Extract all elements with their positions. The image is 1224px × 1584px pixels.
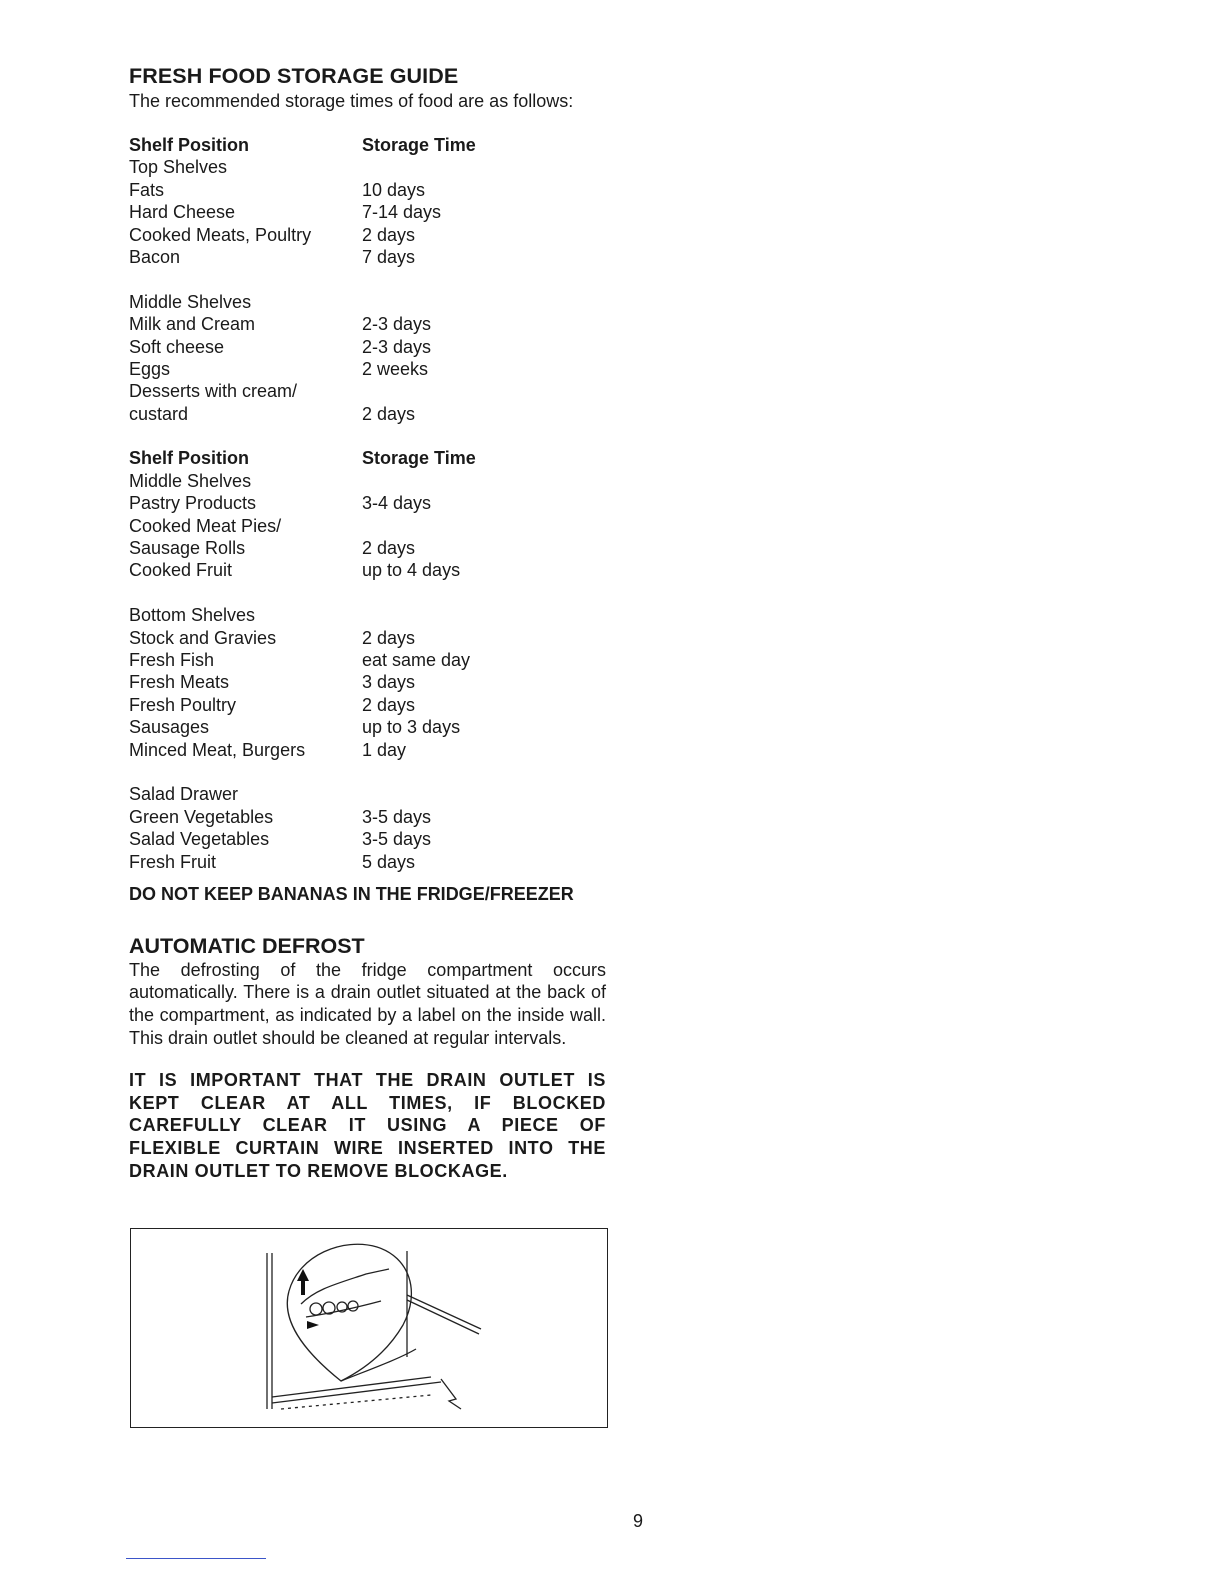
row-storage-time: 3-5 days bbox=[362, 829, 432, 850]
drain-cleaning-drawing bbox=[131, 1229, 607, 1427]
table-row bbox=[129, 492, 609, 514]
row-storage-time: 10 days bbox=[362, 179, 426, 200]
row-storage-time: 2 days bbox=[362, 694, 416, 715]
header-storage-time: Storage Time bbox=[362, 135, 476, 155]
table-row bbox=[129, 425, 609, 447]
row-storage-time: 2 days bbox=[362, 538, 416, 559]
table-row bbox=[129, 851, 609, 873]
row-item bbox=[129, 425, 362, 447]
row-storage-time: 1 day bbox=[362, 739, 407, 760]
table-row bbox=[129, 627, 609, 649]
table-row bbox=[129, 716, 609, 738]
row-item: Top Shelves bbox=[129, 157, 228, 178]
row-item: Middle Shelves bbox=[129, 470, 252, 491]
table-row bbox=[129, 224, 609, 246]
row-item: Hard Cheese bbox=[129, 202, 236, 223]
table-row bbox=[129, 649, 609, 671]
row-storage-time: 3-5 days bbox=[362, 806, 432, 827]
row-storage-time: 2-3 days bbox=[362, 336, 432, 357]
row-storage-time: up to 4 days bbox=[362, 560, 461, 581]
table-row bbox=[129, 761, 609, 783]
table-row bbox=[129, 291, 609, 313]
storage-table-2 bbox=[129, 470, 609, 873]
row-storage-time: 2-3 days bbox=[362, 314, 432, 335]
row-item: Fresh Poultry bbox=[129, 694, 237, 715]
row-storage-time: 7 days bbox=[362, 246, 416, 267]
row-storage-time: eat same day bbox=[362, 649, 471, 670]
table-row bbox=[129, 582, 609, 604]
row-item: Soft cheese bbox=[129, 336, 225, 357]
table-row bbox=[129, 268, 609, 290]
row-item: Cooked Meats, Poultry bbox=[129, 224, 312, 245]
table-row bbox=[129, 806, 609, 828]
row-item: Minced Meat, Burgers bbox=[129, 739, 306, 760]
header-storage-time: Storage Time bbox=[362, 448, 476, 469]
row-item: Middle Shelves bbox=[129, 291, 252, 312]
intro-text: The recommended storage times of food are as follows: bbox=[129, 91, 574, 111]
table-row bbox=[129, 604, 609, 626]
header-shelf-position: Shelf Position bbox=[129, 135, 250, 155]
storage-table-1 bbox=[129, 156, 609, 447]
row-item: Eggs bbox=[129, 358, 171, 379]
table-row bbox=[129, 246, 609, 268]
table-row bbox=[129, 783, 609, 805]
row-item: Fresh Fruit bbox=[129, 851, 217, 872]
row-item: custard bbox=[129, 403, 189, 424]
row-item bbox=[129, 268, 362, 290]
row-item: Fresh Meats bbox=[129, 672, 230, 693]
table-row bbox=[129, 403, 609, 425]
row-storage-time: 2 days bbox=[362, 224, 416, 245]
row-item: Stock and Gravies bbox=[129, 627, 277, 648]
row-storage-time: 3 days bbox=[362, 672, 416, 693]
row-item: Salad Drawer bbox=[129, 784, 239, 805]
table-row bbox=[129, 515, 609, 537]
row-storage-time: 5 days bbox=[362, 851, 416, 872]
drain-outlet-illustration bbox=[130, 1228, 608, 1428]
table-header bbox=[129, 134, 609, 156]
row-item: Fresh Fish bbox=[129, 649, 215, 670]
row-storage-time: 3-4 days bbox=[362, 493, 432, 514]
table-row bbox=[129, 313, 609, 335]
row-storage-time: 7-14 days bbox=[362, 202, 442, 223]
table-row bbox=[129, 739, 609, 761]
table-row bbox=[129, 537, 609, 559]
row-item: Cooked Meat Pies/ bbox=[129, 515, 282, 536]
table-row bbox=[129, 694, 609, 716]
row-item: Desserts with cream/ bbox=[129, 381, 298, 402]
table-row bbox=[129, 156, 609, 178]
table-row bbox=[129, 559, 609, 581]
row-item bbox=[129, 582, 362, 604]
table-row bbox=[129, 179, 609, 201]
header-shelf-position: Shelf Position bbox=[129, 448, 250, 469]
bottom-rule bbox=[126, 1558, 266, 1559]
row-storage-time: 2 days bbox=[362, 403, 416, 424]
banana-warning: DO NOT KEEP BANANAS IN THE FRIDGE/FREEZER bbox=[129, 883, 574, 904]
table-row bbox=[129, 470, 609, 492]
row-item: Pastry Products bbox=[129, 493, 257, 514]
row-storage-time: up to 3 days bbox=[362, 717, 461, 738]
page-number: 9 bbox=[633, 1511, 644, 1531]
row-storage-time: 2 weeks bbox=[362, 358, 429, 379]
defrost-paragraph: The defrosting of the fridge compartment occurs automatically. There is a drain outlet situated at the back of the compartment, as indicated by a label on the inside wall. This drain outlet should be cleaned at regular intervals. bbox=[129, 959, 606, 1048]
table-row bbox=[129, 380, 609, 402]
row-item: Bottom Shelves bbox=[129, 605, 256, 626]
row-item: Milk and Cream bbox=[129, 314, 256, 335]
row-item: Cooked Fruit bbox=[129, 560, 233, 581]
table-header bbox=[129, 447, 609, 469]
table-row bbox=[129, 671, 609, 693]
main-column bbox=[129, 62, 609, 1182]
row-item: Salad Vegetables bbox=[129, 829, 270, 850]
defrost-heading: AUTOMATIC DEFROST bbox=[129, 933, 365, 958]
row-item: Sausages bbox=[129, 717, 210, 738]
table-row bbox=[129, 358, 609, 380]
page-title: FRESH FOOD STORAGE GUIDE bbox=[129, 64, 459, 88]
table-row bbox=[129, 336, 609, 358]
row-storage-time: 2 days bbox=[362, 627, 416, 648]
row-item: Green Vegetables bbox=[129, 806, 274, 827]
table-row bbox=[129, 828, 609, 850]
table-row bbox=[129, 201, 609, 223]
row-item: Sausage Rolls bbox=[129, 538, 246, 559]
row-item bbox=[129, 761, 362, 783]
row-item: Fats bbox=[129, 179, 165, 200]
row-item: Bacon bbox=[129, 246, 181, 267]
drain-warning: IT IS IMPORTANT THAT THE DRAIN OUTLET IS KEPT CLEAR AT ALL TIMES, IF BLOCKED CAREFULLY CLEAR IT USING A PIECE OF FLEXIBLE CURTAIN WIRE INSERTED INTO THE DRAIN OUTLET TO REMOVE BLOCKAGE. bbox=[129, 1070, 606, 1181]
